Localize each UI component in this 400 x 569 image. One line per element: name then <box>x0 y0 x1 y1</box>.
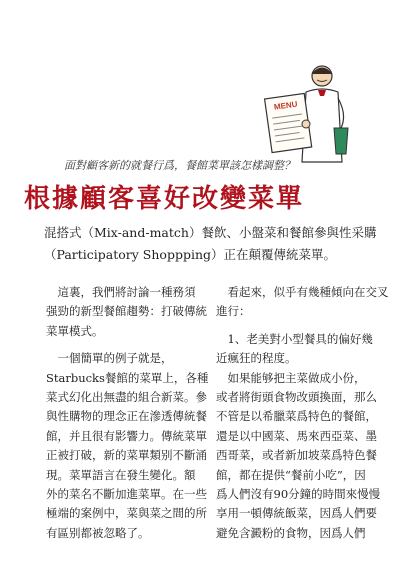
body-line: 這裏，我們將討論一種務須 <box>46 285 196 299</box>
body-line: 有區别都被忽略了。 <box>46 525 150 540</box>
waiter-with-menu-illustration <box>262 62 354 170</box>
body-line: 一個簡單的例子就是， <box>46 351 173 366</box>
body-line: 館，并且很有影響力。傳統菜單 <box>46 428 207 443</box>
right-column <box>216 283 389 543</box>
body-line: 近瘋狂的程度。 <box>216 351 297 366</box>
lead-paragraph <box>44 222 377 266</box>
body-line: 館，都在提供“餐前小吃”，因 <box>216 467 366 482</box>
body-line: 現。菜單語言在發生變化。額 <box>46 467 196 482</box>
body-line: 正被打破，新的菜單類别不斷涌 <box>46 448 207 463</box>
body-line: 享用一頓傳統飯菜，因爲人們要 <box>216 506 377 521</box>
body-line: 1、老美對小型餐具的偏好幾 <box>216 331 373 346</box>
lead-line: 混搭式（Mix-and-match）餐飲、小盤菜和餐館參與性采購 <box>44 225 377 240</box>
kicker-subtitle: 面對顧客新的就餐行爲，餐館菜單該怎樣調整？ <box>64 159 295 172</box>
body-line: 或者將街頭食物改頭換面，那么 <box>216 390 377 405</box>
body-line: 還是以中國菜、馬來西亞菜、墨 <box>216 428 377 443</box>
body-line: 外的菜名不斷加進菜單。在一些 <box>46 487 207 502</box>
body-line: 菜式幻化出無盡的組合新菜。參 <box>46 390 207 405</box>
body-line: 不管是以希臘菜爲特色的餐館， <box>216 409 377 424</box>
body-line: 如果能够把主菜做成小份， <box>216 370 366 385</box>
body-line: 進行： <box>216 304 251 319</box>
article-headline: 根據顧客喜好改變菜單 <box>24 184 305 214</box>
body-line: Starbucks餐館的菜單上，各種 <box>46 370 209 385</box>
body-line: 看起來，似乎有幾種傾向在交叉 <box>216 285 389 299</box>
body-line: 爲人們沒有90分鐘的時間來慢慢 <box>216 487 381 502</box>
body-line: 避免含澱粉的食物，因爲人們 <box>216 525 366 540</box>
body-line: 强勁的新型餐館趨勢：打破傳統 <box>46 304 207 319</box>
left-column <box>46 283 209 543</box>
lead-line: （Participatory Shoppping）正在顛覆傳統菜單。 <box>44 247 337 262</box>
menu-label: MENU <box>273 99 298 112</box>
body-line: 與性購物的理念正在滲透傳統餐 <box>46 409 207 424</box>
body-line: 西哥菜，或者新加坡菜爲特色餐 <box>216 448 377 463</box>
body-line: 菜單模式。 <box>46 323 104 338</box>
body-line: 極端的案例中，菜與菜之間的所 <box>46 506 207 521</box>
